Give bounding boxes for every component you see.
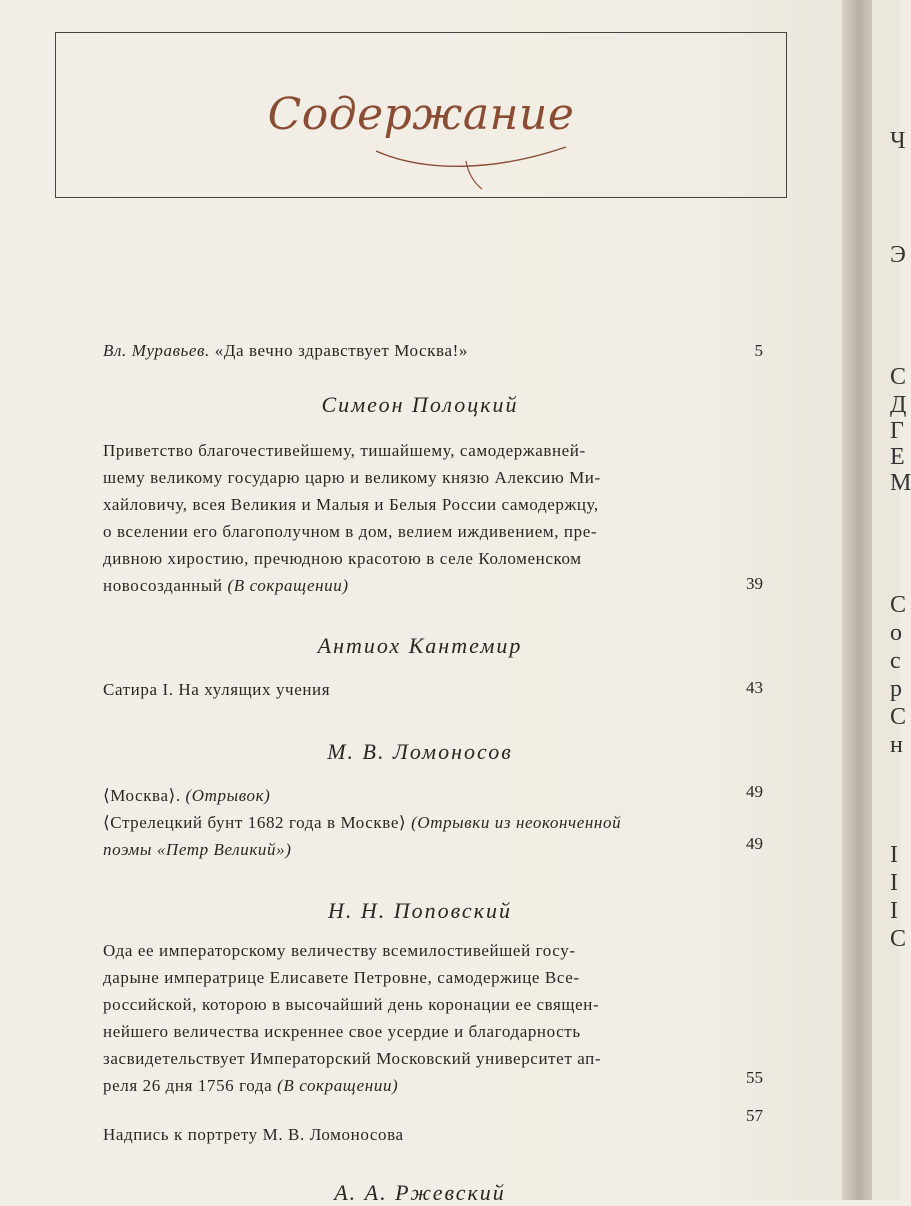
section-author: Симеон Полоцкий <box>321 392 519 417</box>
edge-letter: Г <box>890 418 904 444</box>
intro-entry <box>103 337 468 364</box>
entry-page: 43 <box>746 678 763 697</box>
entry-line: о вселении его благополучном в дом, велием иждивением, пре- <box>103 522 598 541</box>
entry-line: дарыне императрице Елисавете Петровне, самодержице Все- <box>103 968 580 987</box>
entry-line: нейшего величества искреннее свое усердие и благодарность <box>103 1022 581 1041</box>
entry-line <box>103 809 621 836</box>
page-title: Содержание <box>267 89 575 140</box>
entry-last-line: новосозданный <box>103 576 223 595</box>
toc-entry <box>103 809 621 863</box>
intro-title: «Да вечно здравствует Москва!» <box>214 341 468 360</box>
title-frame <box>55 32 787 198</box>
edge-letter: с <box>890 648 901 674</box>
section-author: Н. Н. Поповский <box>328 898 512 923</box>
entry-title: ⟨Москва⟩. <box>103 786 181 805</box>
entry-line: российской, которою в высочайший день коронации ее священ- <box>103 995 600 1014</box>
entry-page: 57 <box>746 1106 763 1125</box>
edge-letter: Е <box>890 444 905 470</box>
edge-letter: Э <box>890 242 906 268</box>
entry-note: (В сокращении) <box>227 576 349 595</box>
edge-letter: Ч <box>890 128 906 154</box>
entry-note: (Отрывок) <box>185 786 271 805</box>
entry-note: (Отрывки из неоконченной <box>411 813 622 832</box>
entry-line: Приветство благочестивейшему, тишайшему, самодержавней- <box>103 441 586 460</box>
edge-letter: С <box>890 704 907 730</box>
toc-entry: Сатира I. На хулящих учения <box>103 680 331 699</box>
edge-letter: І <box>890 870 898 896</box>
entry-last-line: реля 26 дня 1756 года <box>103 1076 273 1095</box>
toc-entry: Надпись к портрету М. В. Ломоносова <box>103 1125 404 1144</box>
book-gutter <box>842 0 872 1200</box>
intro-author: Вл. Муравьев. <box>103 341 210 360</box>
toc-entry <box>103 437 601 599</box>
entry-line: засвидетельствует Императорский Московский университет ап- <box>103 1049 602 1068</box>
entry-line: шему великому государю царю и великому князю Алексию Ми- <box>103 468 601 487</box>
entry-note: поэмы «Петр Великий») <box>103 840 292 859</box>
edge-letter: М <box>890 470 911 496</box>
entry-note: (В сокращении) <box>277 1076 399 1095</box>
section-author: Антиох Кантемир <box>317 633 523 658</box>
adjacent-page-edge <box>872 0 911 1200</box>
entry-line: хайловичу, всея Великия и Малыя и Белыя России самодержцу, <box>103 495 599 514</box>
section-author: А. А. Ржевский <box>334 1180 506 1205</box>
entry-line <box>103 572 601 599</box>
edge-letter: р <box>890 676 902 702</box>
entry-page: 49 <box>746 782 763 801</box>
entry-page: 55 <box>746 1068 763 1087</box>
entry-line <box>103 1072 601 1099</box>
entry-line: Ода ее императорскому величеству всемилостивейшей госу- <box>103 941 576 960</box>
entry-title: ⟨Стрелецкий бунт 1682 года в Москве⟩ <box>103 813 407 832</box>
toc-entry <box>103 782 270 809</box>
entry-page: 49 <box>746 834 763 853</box>
toc-entry <box>103 937 601 1099</box>
edge-letter: С <box>890 364 907 390</box>
entry-line: дивною хиростию, пречюдною красотою в селе Коломенском <box>103 549 582 568</box>
entry-page: 39 <box>746 574 763 593</box>
intro-page: 5 <box>754 341 763 360</box>
edge-letter: І <box>890 842 898 868</box>
title-flourish-icon <box>356 133 596 193</box>
edge-letter: С <box>890 592 907 618</box>
edge-letter: о <box>890 620 902 646</box>
edge-letter: Д <box>890 392 907 418</box>
edge-letter: І <box>890 898 898 924</box>
section-author: М. В. Ломоносов <box>327 739 513 764</box>
edge-letter: С <box>890 926 907 952</box>
edge-letter: н <box>890 732 903 758</box>
